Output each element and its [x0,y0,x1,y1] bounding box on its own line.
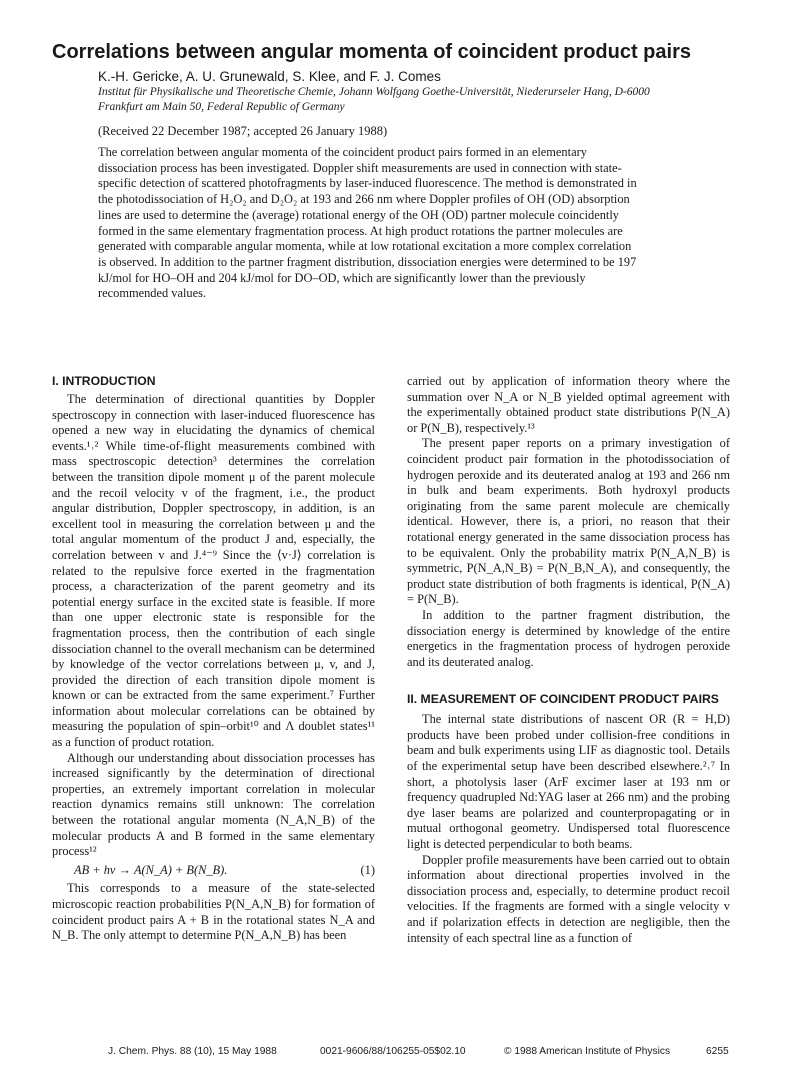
intro-paragraph-1: The determination of directional quantities by Doppler spectroscopy in connection with laser-induced fluorescence has opened a new way in elucidating the dynamics of chemical events.¹˒² While time-of-flight measurements combined with mass spectroscopic detection³ determines the correlation between the transition dipole moment μ of the parent molecule and the recoil velocity v of the fragment, i.e., the product angular distribution, Doppler spectroscopy, in addition, is an excellent tool in measuring the correlation between μ and the total angular momentum of the product J and, especially, the correlation between v and J.⁴⁻⁹ Since the ⟨v·J⟩ correlation is related to the repulsive force exerted in the fragmentation process, a characterization of the parent geometry and its potential energy surface in the excited state is feasible. If more than one upper electronic state is responsible for the fragmentation process, then the contribution of each single dissociation channel to the overall mechanism can be determined by knowledge of the vector correlations between μ, v, and J, provided the direction of each transition dipole moment is known or can be extracted from the same experiment.⁷ Further information about molecular correlations can be obtained by measuring the population of spin–orbit¹⁰ and Λ doublet states¹¹ as a function of product rotation. [52,392,375,750]
measurement-paragraph-2: Doppler profile measurements have been carried out to obtain information about directional properties involved in the dissociation process and, especially, to determine product recoil velocities. If the fragments are formed with a single velocity v and if polarization effects in detection are negligible, then the intensity of each spectral line as a function of [407,852,730,945]
intro-paragraph-3-continued: carried out by application of information theory where the summation over N_A or N_B yielded optimal agreement with the experimentally obtained product state distributions P(N_A) or P(N_B), respectively.¹³ [407,374,730,435]
footer-copyright: © 1988 American Institute of Physics [504,1046,671,1057]
footer-code: 0021-9606/88/106255-05$02.10 [320,1046,466,1057]
footer-journal: J. Chem. Phys. 88 (10), 15 May 1988 [108,1046,277,1057]
footer-page-number: 6255 [706,1046,729,1057]
author-list: K.-H. Gericke, A. U. Grunewald, S. Klee, and F. J. Comes [98,69,441,84]
measurement-paragraph-1: The internal state distributions of nascent OR (R = H,D) products have been probed under collision-free conditions in beam and bulk experiments using LIF as diagnostic tool. Details of the experimental setup have been described elsewhere.²˒⁷ In short, a photolysis laser (ArF excimer laser at 193 nm or frequency quadrupled Nd:YAG laser at 266 nm) and the probing dye laser beams are polarized and counterpropagating or in mutual orthogonal geometry. Undispersed total fluorescence light is detected perpendicular to both beams. [407,712,730,852]
intro-paragraph-2: Although our understanding about dissociation processes has increased significantly by the determination of directional properties, an extremely important correlation in molecular reaction dynamics remains still unknown: The correlation between the rotational angular momenta (N_A,N_B) of the molecular products A and B formed in the same elementary process¹² [52,750,375,859]
left-column [52,374,375,944]
received-date: (Received 22 December 1987; accepted 26 January 1988) [98,124,388,138]
affiliation: Institut für Physikalische und Theoretische Chemie, Johann Wolfgang Goethe-Universität, Niederurseler Hang, D-6000 Frankfurt am Main 50, Federal Republic of Germany [98,86,650,113]
intro-paragraph-4: The present paper reports on a primary investigation of coincident product pair formation in the photodissociation of hydrogen peroxide and its deuterated analog at 193 and 266 nm in bulk and beam experiments. Both hydroxyl products originating from the same parent molecule are chemically identical. However, there is, a priori, no reason that their rotational energy generated in the same dissociation process has to be equivalent. Only the probability matrix P(N_A,N_B) is symmetric, P(N_A,N_B) = P(N_B,N_A), and consequently, the product state distribution of both fragments is identical, P(N_A) = P(N_B). [407,436,730,607]
article-title: Correlations between angular momenta of coincident product pairs [52,41,691,63]
section-heading-measurement: II. MEASUREMENT OF COINCIDENT PRODUCT PAIRS [407,692,719,707]
equation-1 [52,863,375,879]
equation-text: AB + hν → A(N_A) + B(N_B). [74,862,228,877]
right-column [407,374,730,946]
page-footer [108,1045,748,1059]
abstract: The correlation between angular momenta of the coincident product pairs formed in an elementary dissociation process has been investigated. Doppler shift measurements are used in connection with state-specific detection of scattered photofragments by laser-induced fluorescence. The method is demonstrated in the photodissociation of H₂O₂ and D₂O₂ at 193 and 266 nm where Doppler profiles of OH (OD) absorption lines are used to determine the (average) rotational energy of the OH (OD) partner molecule coincidently formed in the same elementary fragmentation process. At high product rotations the partner molecules are generated with comparable angular momenta, while at low rotational excitation a more complex correlation is observed. In addition to the partner fragment distribution, dissociation energies were determined to be 197 kJ/mol for HO–OH and 204 kJ/mol for DO–OD, which are significantly lower than the previously recommended values. [98,145,637,301]
intro-paragraph-3: This corresponds to a measure of the state-selected microscopic reaction probabilities P(N_A,N_B) for formation of coincident product pairs A + B in the rotational states N_A and N_B. The only attempt to determine P(N_A,N_B) has been [52,881,375,943]
section-heading-introduction: I. INTRODUCTION [52,374,156,388]
intro-paragraph-5: In addition to the partner fragment distribution, the dissociation energy is determined by knowledge of the entire energetics in the fragmentation process of hydrogen peroxide and its deuterated analog. [407,607,730,669]
equation-number: (1) [360,862,375,877]
